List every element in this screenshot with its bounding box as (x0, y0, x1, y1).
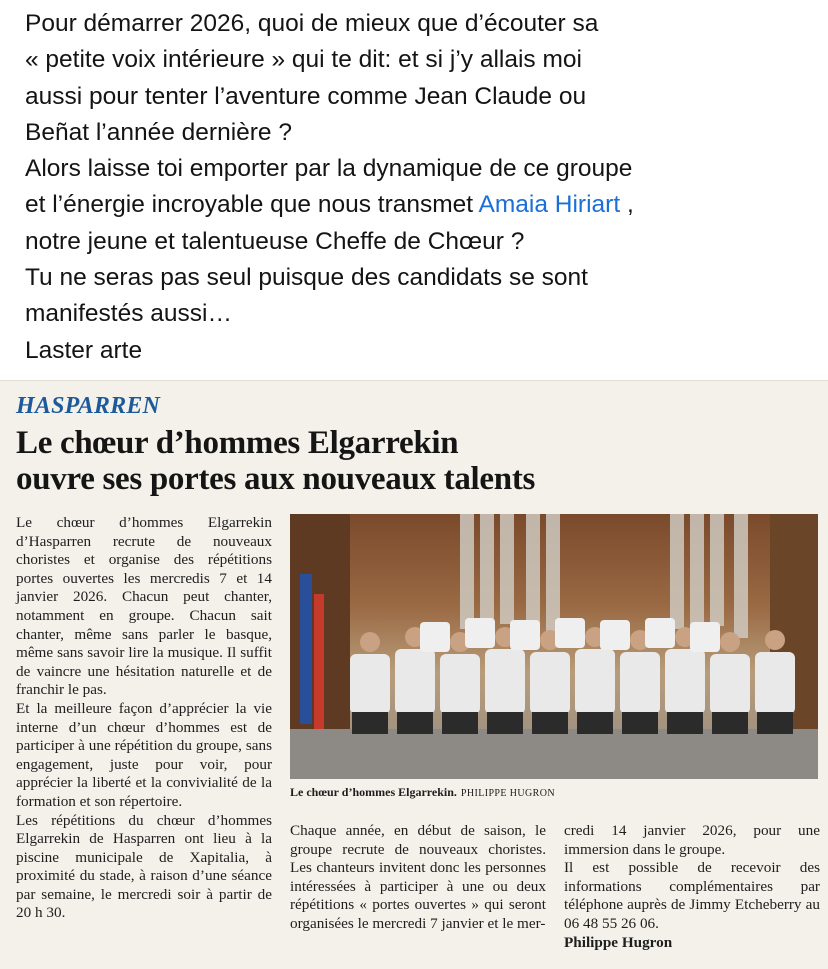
post-line: Laster arte (25, 336, 143, 364)
newspaper-clipping[interactable] (0, 380, 828, 969)
article-byline: Philippe Hugron (564, 933, 673, 951)
article-paragraph: Et la meilleure façon d’apprécier la vie interne d’un chœur d’hommes est de participer à une répétition du groupe, sans engagement, juste pour voir, pour apprécier la liberté et la convivialité de la formation et son répertoire. (16, 699, 272, 810)
article-headline (16, 425, 816, 497)
choir-photo-illustration (290, 514, 818, 779)
post-line-with-mention (25, 187, 825, 223)
post-line: « petite voix intérieure » qui te dit: et si j’y allais moi (25, 46, 582, 74)
headline-line: ouvre ses portes aux nouveaux talents (16, 461, 536, 497)
post-line: manifestés aussi… (25, 300, 232, 328)
post-line: Tu ne seras pas seul puisque des candidats se sont (25, 264, 588, 292)
post-line: Pour démarrer 2026, quoi de mieux que d’écouter sa (25, 10, 599, 37)
article-paragraph: credi 14 janvier 2026, pour une immersion dans le groupe. (564, 822, 820, 858)
photo-caption (290, 785, 818, 800)
caption-text: Le chœur d’hommes Elgarrekin. (290, 785, 457, 799)
choir-photo (290, 514, 818, 779)
article-column-1 (16, 514, 272, 923)
article-column-2 (290, 822, 546, 934)
article-kicker: HASPARREN (16, 393, 161, 419)
post-text (25, 6, 825, 369)
mention-suffix: , (620, 191, 634, 219)
post-line: Beñat l’année dernière ? (25, 118, 292, 146)
post-line: Alors laisse toi emporter par la dynamique de ce groupe (25, 155, 633, 183)
mention-link[interactable]: Amaia Hiriart (478, 191, 621, 219)
article-column-3 (564, 822, 820, 952)
article-paragraph: Le chœur d’hommes Elgarrekin d’Hasparren recrute de nouveaux choristes et organise des répétitions portes ouvertes les mercredis 7 et 14 janvier 2026. Chacun peut chanter, notamment en groupe. Chacun sait chanter, même sans parler le basque, même sans savoir lire la musique. Il suffit de vaincre une hésitation naturelle et de franchir le pas. (16, 514, 272, 699)
post-line: aussi pour tenter l’aventure comme Jean Claude ou (25, 82, 587, 110)
post-line: et l’énergie incroyable que nous transmet (25, 191, 474, 219)
article-paragraph: Les répétitions du chœur d’hommes Elgarrekin de Hasparren ont lieu à la piscine municipale de Xapitalia, à proximité du stade, à raison d’une séance par semaine, le mercredi soir à partir de 20 h 30. (16, 811, 272, 922)
photo-credit: PHILIPPE HUGRON (460, 788, 555, 799)
article-paragraph: Il est possible de recevoir des informations complémentaires par téléphone auprès de Jimmy Etcheberry au 06 48 55 26 06. (564, 859, 820, 932)
post-line: notre jeune et talentueuse Cheffe de Chœur ? (25, 227, 525, 255)
article-paragraph: Chaque année, en début de saison, le groupe recrute de nouveaux choristes. Les chanteurs invitent donc les personnes intéressées à participer à une ou deux répétitions « portes ouvertes » qui seront organisées le mercredi 7 janvier et le mer- (290, 822, 546, 932)
headline-line: Le chœur d’hommes Elgarrekin (16, 425, 459, 461)
